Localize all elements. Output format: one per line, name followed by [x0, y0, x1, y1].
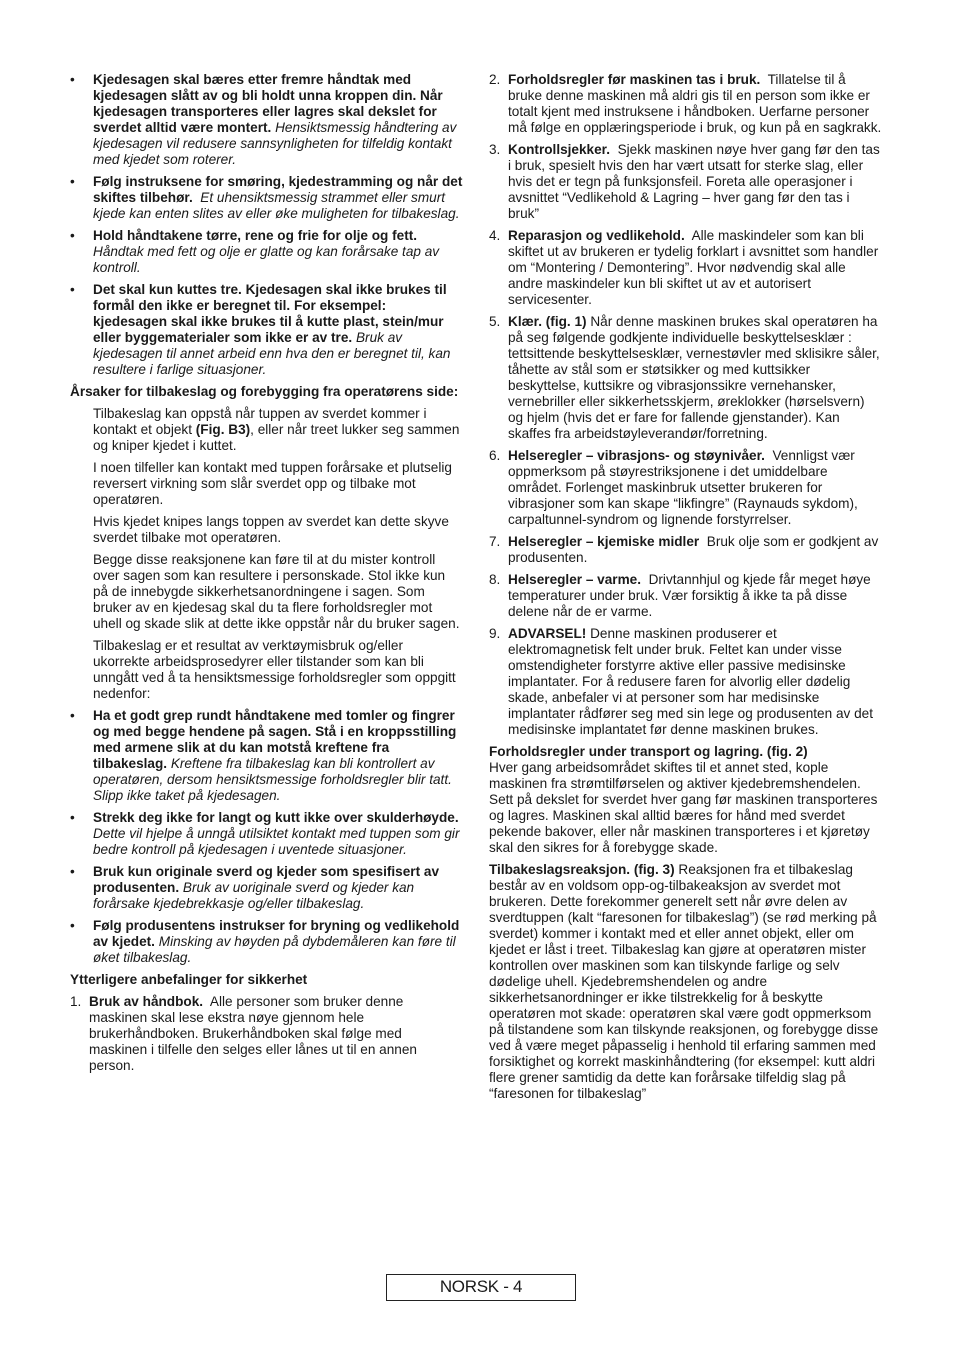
numbered-item — [489, 314, 883, 442]
item-text: Sjekk maskinen nøye hver gang før den tas i bruk, spesielt hvis den har vært utsatt for sterke slag, eller hvis det er tegn på funksjonsfeil. Foreta alle operasjoner i avsnittet “Vedlikehold & Lagring – hver gang før den tas i bruk” — [508, 142, 880, 221]
kickback-reaction-text: Reaksjonen fra et tilbakeslag består av en voldsom opp-og-tilbakeaksjon av sverdet mot brukeren. Dette forekommer generelt sett når øvre delen av sverdtuppen (kalt “faresonen for tilbakeslag”) (se rød merking på sverdet) kommer i kontakt med et eller annet objekt, eller om kjedet er låst i treet. Tilbakeslag kan gjøre at operatøren mister kontrollen over maskinen som kan tilskynde farlige og selv dødelige uhell. Kjedebremshendelen og andre sikkerhetsanordninger er ikke tilstrekkelig for å beskytte operatøren mot skade: operatøren skal være godt oppmerksom på tilstandene som kan tilskynde reaksjonen, og forebygge disse ved å være meget påpasselig i henhold til erfaring sammen med forsiktighet og korrekt maskinhåndtering (for eksempel: kutt aldri flere grener samtidig da dette kan forårsake tilfeldig slag på “faresonen for tilbakeslag” — [489, 862, 879, 1101]
bullet-bold-text: Følg instruksene for smøring, kjedestramming og når det skiftes tilbehør. — [93, 174, 463, 205]
bullet-italic-text: Bruk av uoriginale sverd og kjeder kan forårsake kjedebrekkasje og/eller tilbakeslag. — [93, 880, 415, 911]
transport-text: Hver gang arbeidsområdet skiftes til et annet sted, kople maskinen fra strømtilførselen og aktiver kjedebremshendelen. Sett på dekslet for sverdet hver gang før maskinen transporteres og lagres. Maskinen skal alltid bæres for hånd med sverdet pekende bakover, eller når maskinen transporteres i et kjøretøy skal den sikres for å forebygge skade. — [489, 760, 878, 855]
item-title: Forholdsregler før maskinen tas i bruk. — [508, 72, 761, 87]
bullet-dot: • — [70, 864, 75, 879]
item-number: 7. — [489, 534, 501, 549]
paragraph: Begge disse reaksjonene kan føre til at du mister kontroll over sagen som kan resultere i personskade. Stol ikke kun på de innebygde sikkerhetsanordningene i sagen. Som bruker av en kjedesag skal du ta flere forholdsregler mot uhell og skade slik at dette ikke oppstår når du bruker sagen. — [93, 552, 460, 631]
numbered-item — [489, 228, 883, 308]
bullet-dot: • — [70, 282, 75, 297]
item-number: 3. — [489, 142, 501, 157]
safety-bullet — [70, 708, 463, 804]
paragraph: Tilbakeslag er et resultat av verktøymisbruk og/eller ukorrekte arbeidsprosedyrer eller tilstander som kan bli unngått ved å ta hensiktsmessige forholdsregler som oppgitt nedenfor: — [93, 638, 456, 701]
right-column — [489, 72, 883, 1108]
bullet-bold-text: Følg produsentens instrukser for bryning og vedlikehold av kjedet. — [93, 918, 460, 949]
numbered-item — [489, 572, 883, 620]
transport-section — [489, 744, 883, 856]
item-title: Helseregler – vibrasjons- og støynivåer. — [508, 448, 765, 463]
safety-bullet — [70, 228, 463, 276]
safety-bullet — [70, 918, 463, 966]
item-number: 4. — [489, 228, 501, 243]
item-text: Drivtannhjul og kjede får meget høye temperaturer under bruk. Vær forsiktig å ikke ta på disse delene når de er varme. — [508, 572, 871, 619]
item-text: Bruk olje som er godkjent av produsenten. — [508, 534, 879, 565]
bullet-dot: • — [70, 174, 75, 189]
numbered-item — [489, 72, 883, 136]
paragraph — [70, 406, 463, 454]
item-title: ADVARSEL! — [508, 626, 587, 641]
paragraph-text: Tilbakeslag kan oppstå når tuppen av sverdet kommer i kontakt et objekt — [93, 406, 427, 437]
bullet-italic-text: Minsking av høyden på dybdemåleren kan føre til øket tilbakeslag. — [93, 934, 456, 965]
safety-bullet — [70, 864, 463, 912]
item-text: Alle personer som bruker denne maskinen skal lese ekstra nøye gjennom hele brukerhåndboken. Brukerhåndboken skal følge med maskinen i tilfelle den selges eller lånes ut til en annen person. — [89, 994, 417, 1073]
bullet-italic-text: Bruk av kjedesagen til annet arbeid enn hva den er beregnet til, kan resultere i farlige situasjoner. — [93, 330, 451, 377]
item-title: Klær. (fig. 1) — [508, 314, 587, 329]
paragraph-text: , eller når treet lukker seg sammen og kniper kjedet i kuttet. — [93, 422, 460, 453]
item-number: 9. — [489, 626, 501, 641]
safety-bullet — [70, 282, 463, 378]
page-footer: NORSK - 4 — [386, 1274, 576, 1301]
transport-heading: Forholdsregler under transport og lagring. (fig. 2) — [489, 744, 808, 759]
item-number: 2. — [489, 72, 501, 87]
bullet-italic-text: Håndtak med fett og olje er glatte og kan forårsake tap av kontroll. — [93, 244, 440, 275]
kickback-causes-heading: Årsaker for tilbakeslag og forebygging fra operatørens side: — [70, 384, 459, 399]
bullet-bold-text: Ha et godt grep rundt håndtakene med tomler og fingrer og med begge hendene på sagen. Stå i en kroppsstilling med armene slik at du kan motstå kreftene fra tilbakeslag. — [93, 708, 457, 771]
bullet-bold-text: Hold håndtakene tørre, rene og frie for olje og fett. — [93, 228, 418, 243]
bullet-bold-text: Kjedesagen skal bæres etter fremre håndtak med kjedesagen slått av og bli holdt unna kroppen din. Når kjedesagen transporteres eller lagres skal dekslet for sverdet alltid være montert. — [93, 72, 443, 135]
numbered-item — [70, 994, 463, 1074]
item-title: Bruk av håndbok. — [89, 994, 204, 1009]
item-text: Denne maskinen produserer et elektromagnetisk felt under bruk. Feltet kan under visse omstendigheter forstyrre aktive eller passive medisinske implantater. For å redusere faren for alvorlig eller dødelig skade, anbefaler vi at personer som har medisinske implantater rådfører seg med sin lege og produsenten av det medisinske implantatet før denne maskinen brukes. — [508, 626, 873, 737]
item-number: 8. — [489, 572, 501, 587]
bullet-italic-text: Hensiktsmessig håndtering av kjedesagen vil redusere sannsynligheten for tilfeldig kontakt med kjedet som roterer. — [93, 120, 457, 167]
bullet-italic-text: Et uhensiktsmessig strammet eller smurt kjede kan enten slites av eller øke muligheten for tilbakeslag. — [93, 190, 460, 221]
item-number: 1. — [70, 994, 82, 1009]
numbered-item — [489, 142, 883, 222]
kickback-reaction-heading: Tilbakeslagsreaksjon. (fig. 3) — [489, 862, 675, 877]
bullet-italic-text: Kreftene fra tilbakeslag kan bli kontrollert av operatøren, dersom hensiktsmessige forholdsregler blir tatt. Slipp ikke taket på kjedesagen. — [93, 756, 452, 803]
safety-bullet — [70, 72, 463, 168]
numbered-item — [489, 448, 883, 528]
safety-bullet — [70, 174, 463, 222]
item-title: Kontrollsjekker. — [508, 142, 610, 157]
bullet-bold-text: Det skal kun kuttes tre. Kjedesagen skal ikke brukes til formål den ikke er beregnet til. For eksempel: kjedesagen skal ikke brukes til å kutte plast, stein/mur eller byggematerialer som ikke er av tre. — [93, 282, 447, 345]
kickback-reaction-section — [489, 862, 883, 1102]
item-text: Alle maskindeler som kan bli skiftet ut av brukeren er tydelig forklart i avsnittet som handler om “Montering / Demontering”. Hvor nødvendig skal alle andre maskindeler kun bli skiftet ut av et autorisert servicesenter. — [508, 228, 879, 307]
numbered-item — [489, 534, 883, 566]
bullet-dot: • — [70, 228, 75, 243]
bullet-dot: • — [70, 708, 75, 723]
safety-bullet — [70, 810, 463, 858]
bullet-italic-text: Dette vil hjelpe å unngå utilsiktet kontakt med tuppen som gir bedre kontroll på kjedesagen i uventede situasjoner. — [93, 826, 460, 857]
further-safety-heading: Ytterligere anbefalinger for sikkerhet — [70, 972, 308, 987]
item-number: 5. — [489, 314, 501, 329]
bullet-dot: • — [70, 72, 75, 87]
item-title: Helseregler – kjemiske midler — [508, 534, 700, 549]
item-title: Reparasjon og vedlikehold. — [508, 228, 685, 243]
paragraph: I noen tilfeller kan kontakt med tuppen forårsake et plutselig reversert virkning som slår sverdet opp og tilbake mot operatøren. — [93, 460, 452, 507]
item-number: 6. — [489, 448, 501, 463]
figure-reference: (Fig. B3) — [195, 422, 251, 437]
numbered-item — [489, 626, 883, 738]
bullet-dot: • — [70, 810, 75, 825]
bullet-bold-text: Strekk deg ikke for langt og kutt ikke over skulderhøyde. — [93, 810, 459, 825]
item-text: Tillatelse til å bruke denne maskinen må aldri gis til en person som ikke er totalt kjent med instruksene i håndboken. Uerfarne personer må følge en opplæringsperiode i bruk, og kun på en sagkrakk. — [508, 72, 882, 135]
paragraph: Hvis kjedet knipes langs toppen av sverdet kan dette skyve sverdet tilbake mot operatøren. — [93, 514, 449, 545]
item-text: Når denne maskinen brukes skal operatøren ha på seg følgende godkjente individuelle beskyttelsesklær : tettsittende beskyttelsesklær, vernestøvler med sklisikre såler, tåhette av stål som er støtsikker og med kuttsikker beskyttelse, kuttsikre og vibrasjonssikre vernehansker, vernebriller eller sikkerhetsskjerm, øreklokker (hørselsvern) og hjelm (hvis det er fare for fallende gjenstander). Kan skaffes fra arbeidstøyleverandør/forretning. — [508, 314, 880, 441]
item-title: Helseregler – varme. — [508, 572, 642, 587]
item-text: Vennligst vær oppmerksom på støyrestriksjonene i det umiddelbare området. Forlenget maskinbruk utsetter brukeren for vibrasjoner som kan skape “likfingre” (Raynauds sykdom), carpaltunnel-syndrom og lignende forstyrrelser. — [508, 448, 858, 527]
bullet-dot: • — [70, 918, 75, 933]
left-column — [70, 72, 463, 1080]
bullet-bold-text: Bruk kun originale sverd og kjeder som spesifisert av produsenten. — [93, 864, 440, 895]
